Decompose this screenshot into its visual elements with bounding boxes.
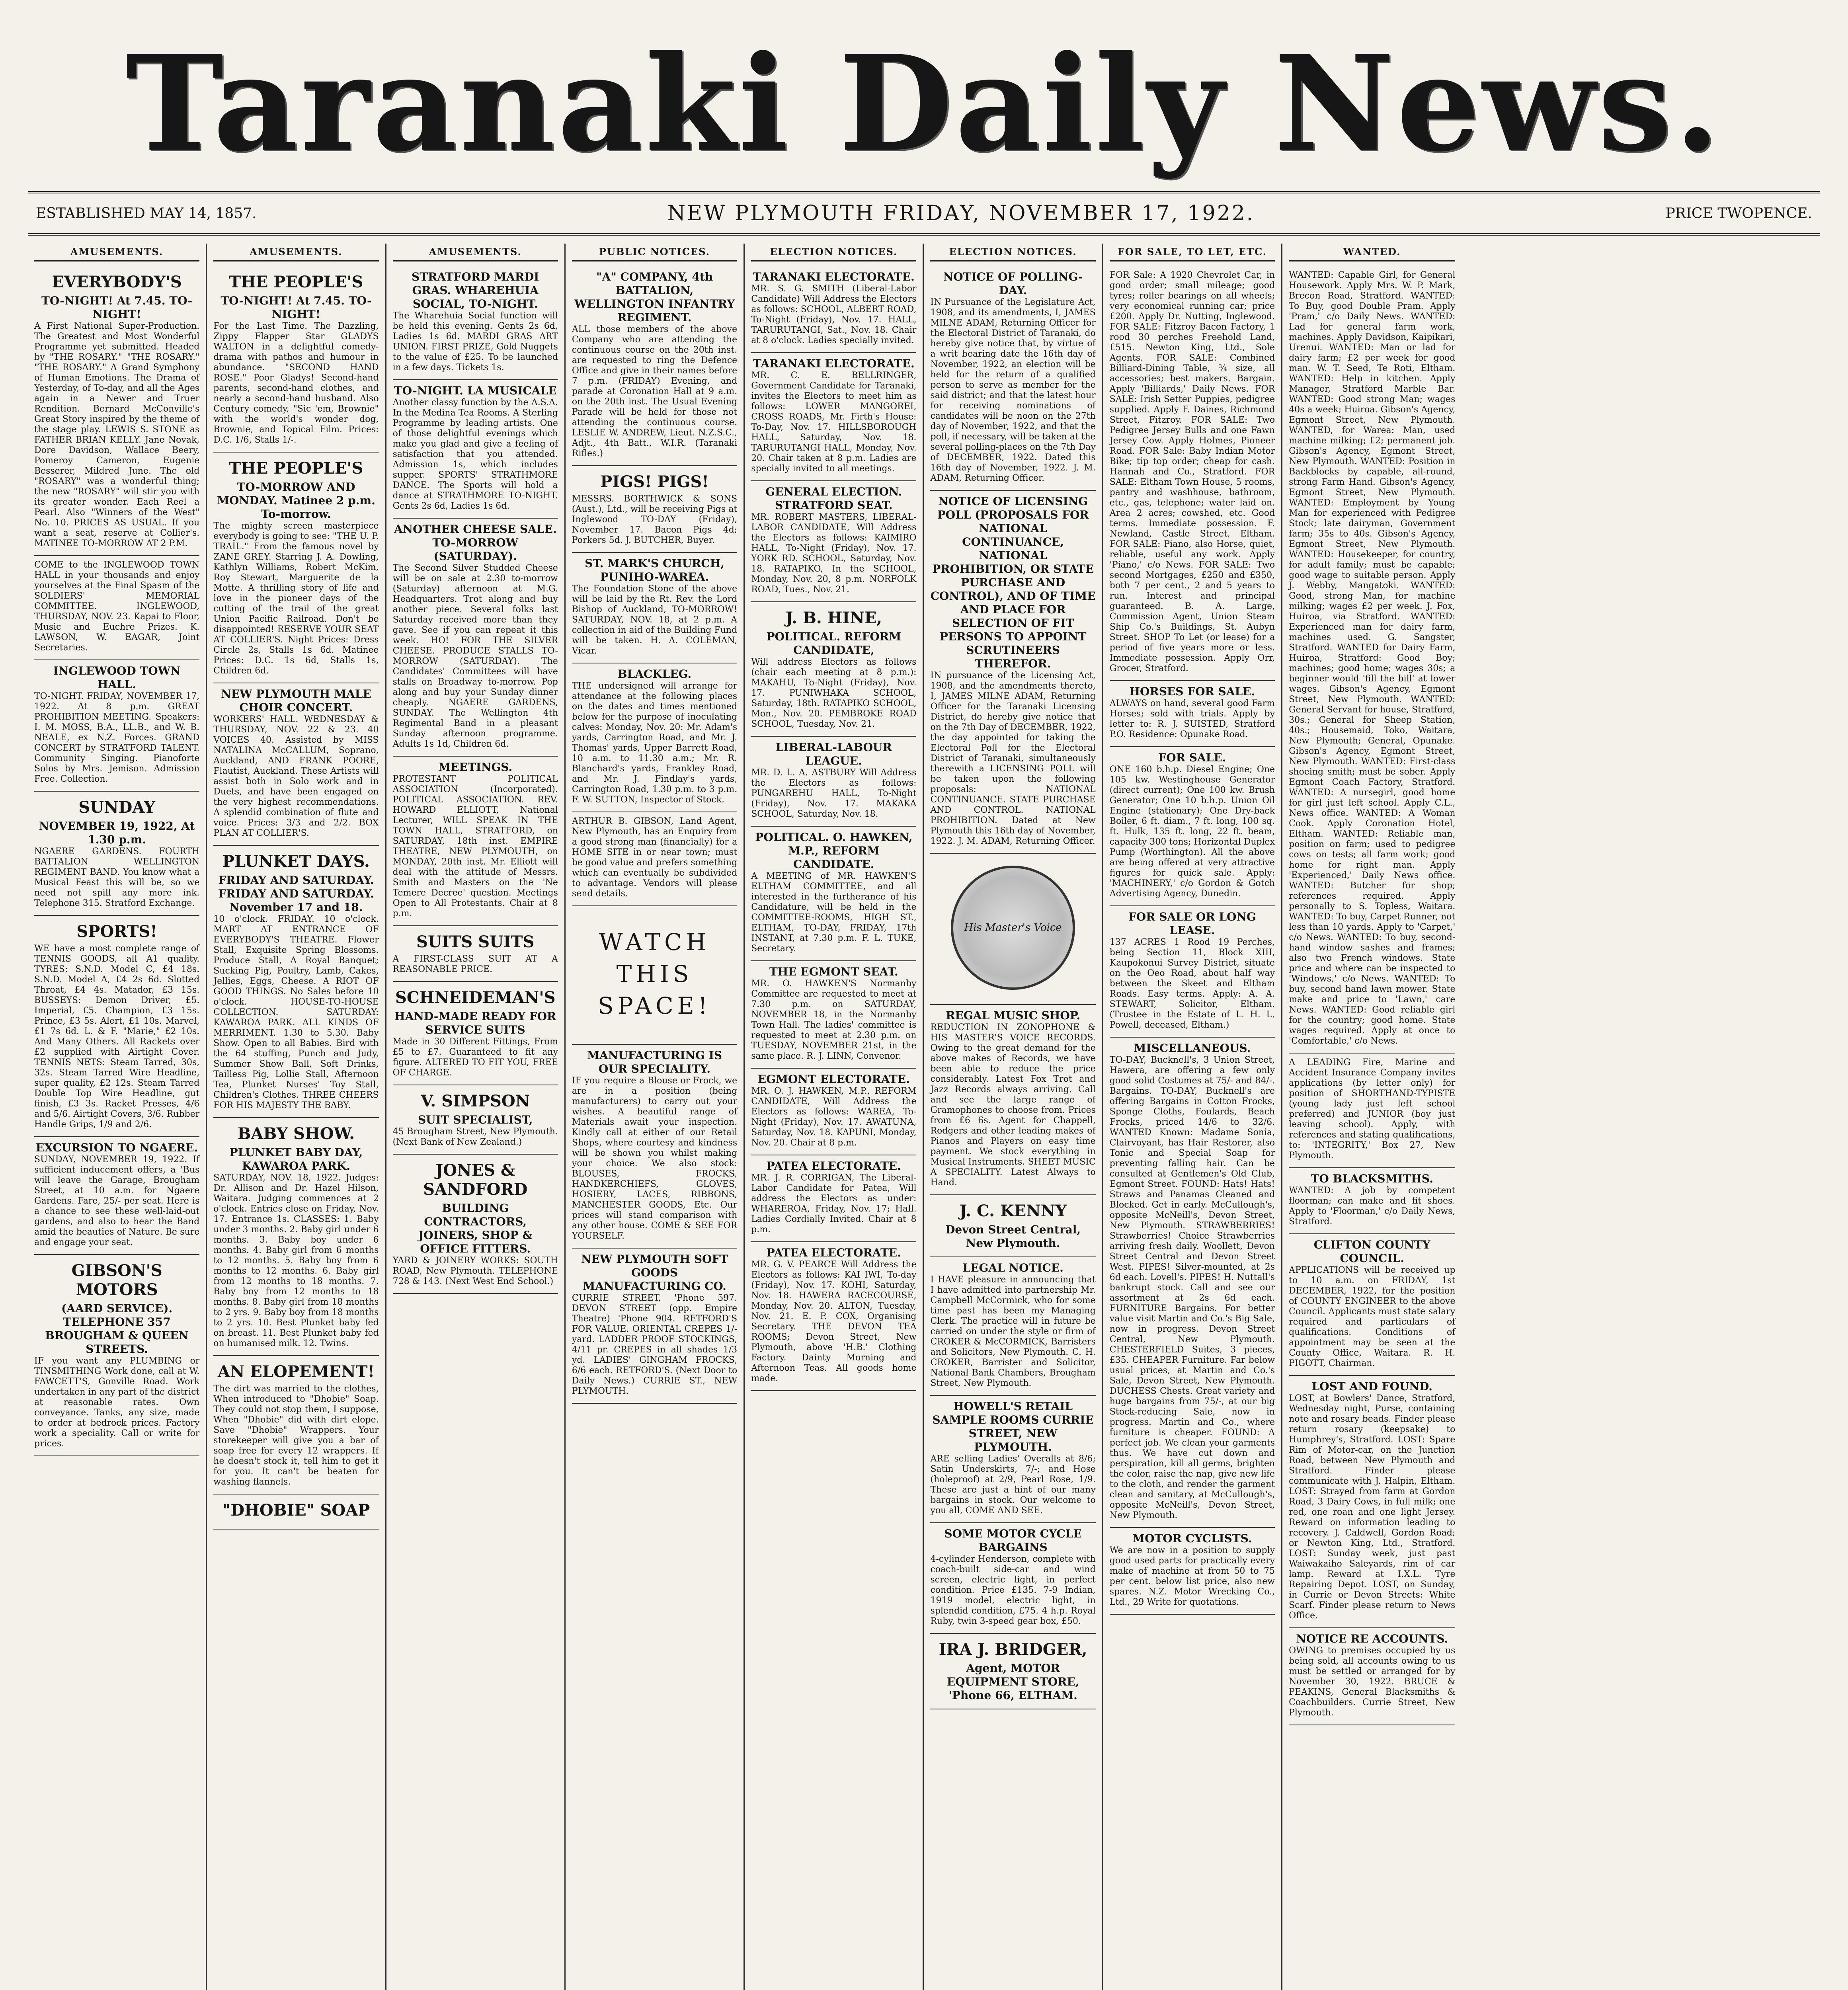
ad-body-text: A First National Super-Production. The Greatest and Most Wonderful Programme yet submitted. Headed by "THE ROSARY." "THE ROSARY." "THE ROSARY." A Grand Symphony of Human Emotions. The Drama of Yesterday, of To-day, and all the Ages again in a Newer and Truer Rendition. Bernard McConville's Great Story inspired by the theme of the stage play. LEWIS S. STONE as FATHER BRIAN KELLY. Jane Novak, Dore Davidson, Wallace Beery, Pomeroy Cameron, Eugenie Besserer, Mildred June. The old "ROSARY" was a wonderful thing; the new "ROSARY" will stir you with its greater wonder. Each Reel a Pearl. Also "Winners of the West" No. 10. PRICES AS USUAL. If you want a seat, reserve at Collier's. MATINEE TO-MORROW AT 2 P.M.: [34, 321, 200, 548]
ad-body-text: Another classy function by the A.S.A. In the Medina Tea Rooms. A Sterling Programme by leading artists. One of those delightful evenings which make you glad and give a feeling of satisfaction that you attended. Admission 1s, which includes supper. SPORTS' STRATHMORE DANCE. The Sports will hold a dance at STRATHMORE TO-NIGHT. Gents 2s 6d, Ladies 1s 6d.: [392, 398, 558, 511]
ad-body-text: IN pursuance of the Licensing Act, 1908, and the amendments thereto, I, JAMES MILNE ADAM, Returning Officer for the Taranaki Licensing District, do hereby give notice that on the 7th Day of DECEMBER, 1922, the day appointed for taking the Electoral Poll for the Electoral District of Taranaki, simultaneously therewith a LICENSING POLL will be taken upon the following proposals: NATIONAL CONTINUANCE. STATE PURCHASE AND CONTROL. NATIONAL PROHIBITION. Dated at New Plymouth this 16th day of November, 1922. J. M. ADAM, Returning Officer.: [930, 671, 1096, 846]
ad-body-text: We are now in a position to supply good used parts for practically every make of machine at from 50 to 75 per cent. below list price, also new spares. N.Z. Motor Wrecking Co., Ltd., 29 Write for quotations.: [1109, 1545, 1275, 1607]
ad-body-text: The Wharehuia Social function will be held this evening. Gents 2s 6d, Ladies 1s 6d. MARDI GRAS ART UNION. FIRST PRIZE, Gold Nuggets to the value of £25. To be launched in a few days. Tickets 1s.: [392, 311, 558, 373]
ad-subtitle: POLITICAL. O. HAWKEN, M.P., REFORM CANDIDATE.: [755, 831, 913, 871]
ad-subtitle: STRATFORD MARDI GRAS. WHAREHUIA SOCIAL, TO-NIGHT.: [412, 270, 539, 310]
advertisement: [213, 1356, 379, 1494]
ad-subtitle: NOTICE RE ACCOUNTS.: [1296, 1632, 1448, 1645]
ad-subtitle: INGLEWOOD TOWN HALL.: [53, 664, 181, 691]
ad-subtitle: GENERAL ELECTION. STRATFORD SEAT.: [765, 485, 902, 512]
ad-title: BABY SHOW.: [237, 1124, 355, 1143]
ad-subtitle: NOTICE OF POLLING-DAY.: [943, 270, 1083, 297]
ad-title: J. C. KENNY: [959, 1202, 1067, 1220]
advertisement: [34, 556, 199, 660]
advertisement: [213, 846, 379, 1118]
ad-subtitle: FOR SALE.: [1158, 751, 1226, 764]
ad-body-text: REDUCTION IN ZONOPHONE & HIS MASTER'S VOICE RECORDS. Owing to the great demand for the above makes of Records, we have been able to reduce the price considerably. Latest Fox Trot and Jazz Records always arriving. Call and see the large range of Gramophones to choose from. Prices from £6 6s. Agent for Chappell, Rodgers and other leading makes of Pianos and Players on easy time payment. We stock everything in Musical Instruments. SHEET MUSIC A SPECIALITY. Latest Always to Hand.: [930, 1022, 1096, 1188]
advertisement: [1289, 1168, 1455, 1234]
date-text: NEW PLYMOUTH FRIDAY, NOVEMBER 17, 1922.: [667, 201, 1255, 225]
ad-body-text: COME to the INGLEWOOD TOWN HALL in your thousands and enjoy yourselves at the Final Spasm of the SOLDIERS' MEMORIAL COMMITTEE. INGLEWOOD, THURSDAY, NOV. 23. Kapai to Floor, Music and Euchre Prizes. K. LAWSON, W. EAGAR, Joint Secretaries.: [34, 560, 200, 653]
ad-body-text: MR. ROBERT MASTERS, LIBERAL-LABOR CANDIDATE, Will Address the Electors as follows: KAIMIRO HALL, To-Night (Friday), Nov. 17. YORK RD. SCHOOL, Saturday, Nov. 18. RATAPIKO, In the SCHOOL, Monday, Nov. 20, 8 p.m. NORFOLK ROAD, Tues., Nov. 21.: [751, 512, 917, 595]
ad-body-text: TO-DAY, Bucknell's, 3 Union Street, Hawera, are offering a few only good solid Costumes at 75/- and 84/-. Bargains. TO-DAY, Bucknell's are offering Bargains in Cotton Frocks, Sponge Cloths, Foulards, Beach Frocks, priced 14/6 to 32/6. WANTED Known: Madame Sonia, Clairvoyant, has Hair Restorer, also Tonic and Special Soap for preventing falling hair. Can be consulted at Gentlemen's Old Club, Egmont Street. FOUND: Hats! Hats! Straws and Panamas Cleaned and Blocked. Get in early. McCullough's, opposite McNeill's, Devon Street, New Plymouth. STRAWBERRIES! Strawberries! Choice Strawberries arriving fresh daily. Woollett, Devon Street Central and Devon Street West. PIPES! Silver-mounted, at 2s 6d each. Lovell's. PIPES! H. Nuttall's bankrupt stock. Call and see our assortment at 2s 6d each. FURNITURE Bargains. For better value visit Martin and Co.'s Big Sale, now in progress. Devon Street Central, New Plymouth. CHESTERFIELD Suites, 3 pieces, £35. CHEAPER Furniture. Far below usual prices, at Martin and Co.'s Sale, Devon Street, New Plymouth. DUCHESS Chests. Great variety and huge bargains from 75/-, at our big Stock-reducing Sale, now in progress. Martin and Co., where furniture is cheaper. FOUND: A perfect job. We clean your garments thus. We have cut down and perspiration, kill all germs, brighten the color, raise the nap, give new life to the cloth, and render the garment clean and sanitary, at McCullough's, opposite McNeill's, Devon Street, New Plymouth.: [1109, 1055, 1275, 1520]
ad-subtitle: BLACKLEG.: [617, 667, 692, 681]
ad-subtitle: MOTOR CYCLISTS.: [1132, 1532, 1252, 1545]
ad-title: AN ELOPEMENT!: [217, 1362, 375, 1381]
ad-body-text: IF you require a Blouse or Frock, we are in a position (being manufacturers) to carry out your wishes. A beautiful range of Materials await your inspection. Kindly call at either of our Retail Shops, where courtesy and kindness will be shown you whilst making your choice. We also stock: BLOUSES, FROCKS, HANDKERCHIEFS, GLOVES, HOSIERY, LACES, RIBBONS, MANCHESTER GOODS, Etc. Our prices will stand comparison with any other house. COME & SEE FOR YOURSELF.: [572, 1076, 738, 1241]
ad-body-text: MR. G. V. PEARCE Will Address the Electors as follows: KAI IWI, To-day (Friday), Nov. 17. KOHI, Saturday, Nov. 18. HAWERA RACECOURSE, Monday, Nov. 20. ALTON, Tuesday, Nov. 21. E. P. COX, Organising Secretary. THE DEVON TEA ROOMS; Devon Street, New Plymouth, above 'H.B.' Clothing Factory. Dainty Morning and Afternoon Teas. All goods home made.: [751, 1260, 917, 1383]
ad-subtitle: NEW PLYMOUTH MALE CHOIR CONCERT.: [221, 687, 371, 714]
advertisement: [393, 266, 558, 380]
advertisement: [1110, 681, 1275, 747]
ad-body-text: A FIRST-CLASS SUIT AT A REASONABLE PRICE.: [392, 954, 558, 974]
ad-body-text: I HAVE pleasure in announcing that I have admitted into partnership Mr. Campbell McCormick, who for some time past has been my Managing Clerk. The practice will in future be carried on under the style or firm of CROKER & McCORMICK, Barristers and Solicitors, New Plymouth. C. H. CROKER, Barrister and Solicitor, National Bank Chambers, Brougham Street, New Plymouth.: [930, 1275, 1096, 1388]
ad-subtitle: MEETINGS.: [438, 761, 513, 774]
advertisement: [1110, 266, 1275, 681]
advertisement: [213, 266, 379, 453]
column-heading: PUBLIC NOTICES.: [572, 244, 737, 261]
ad-title: SCHNEIDEMAN'S: [395, 988, 556, 1007]
column-heading: AMUSEMENTS.: [34, 244, 199, 261]
column-7: [1103, 244, 1282, 1990]
ad-subtitle: SOME MOTOR CYCLE BARGAINS: [944, 1527, 1082, 1554]
ad-body-text: WANTED: Capable Girl, for General Housework. Apply Mrs. W. P. Mark, Brecon Road, Stratford. WANTED: To Buy, good Double Pram. Apply 'Pram,' c/o Daily News. WANTED: Lad for general farm work, machines. Apply Davidson, Kaipikari, Urenui. WANTED: Man or lad for dairy farm; £2 per week for good man. W. T. Seed, Te Roti, Eltham. WANTED: Help in kitchen. Apply Manager, Stratford Marble Bar. WANTED: Good strong Man; wages 40s a week; Huiroa. Gibson's Agency, Egmont Street, New Plymouth. WANTED, for Warea: Man, used machine milking; £2; permanent job. Gibson's Agency, Egmont Street, New Plymouth. WANTED: Position in Backblocks by capable, all-round, strong Farm Hand. Gibson's Agency, Egmont Street, New Plymouth. WANTED: Employment by Young Man for experienced with Pedigree Stock; late dairyman, Government farm; 35s to 40s. Gibson's Agency, Egmont Street, New Plymouth. WANTED: Housekeeper, for country, for adult family; must be capable; good wage to suitable person. Apply J. Webby, Mangatoki. WANTED: Good, strong Man, for machine milking; wages £2 per week. J. Fox, Huiroa, via Stratford. WANTED: Experienced man for dairy farm, machines used. G. Sangster, Stratford. WANTED for Dairy Farm, Huiroa, Stratford: Good Boy; machines; good home; wages 30s; a beginner would 'fill the bill' at lower wages. Gibson's Agency, Egmont Street, New Plymouth. WANTED: General Servant for house, Stratford, 30s.; General for Sheep Station, 40s.; Housemaid, Toko, Waitara, New Plymouth; General, Opunake. Gibson's Agency, Egmont Street, New Plymouth. WANTED: First-class shoeing smith; must be sober. Apply Egmont Coach Factory, Stratford. WANTED: A nursegirl, good home for girl just left school. Apply C.L., News office. WANTED: A Woman Cook. Apply Coronation Hotel, Eltham. WANTED: Reliable man, position on farm; used to pedigree cows on tests; all farm work; good home for right man. Apply 'Experienced,' Daily News office. WANTED: Butcher for shop; references required. Apply personally to S. Topless, Waitara. WANTED: To buy, Carpet Runner, not less than 10 yards. Apply to 'Carpet,' c/o News. WANTED: To buy, second-hand window sashes and frames; also two French windows. State price and where can be inspected to 'Windows,' c/o News. WANTED: To buy, second hand lawn mower. State make and price to 'Lawn,' care News. WANTED: Good reliable girl for the country; good home. State wages required. Apply at once to 'Comfortable,' c/o News.: [1289, 270, 1456, 1046]
advertisement: [1289, 1234, 1455, 1376]
advertisement: [572, 1045, 737, 1249]
ad-body-text: MR. O. HAWKEN'S Normanby Committee are requested to meet at 7.30 p.m. on SATURDAY, NOVEMBER 18, in the Normanby Town Hall. The ladies' committee is requested to meet at 2.30 p.m. on TUESDAY, NOVEMBER 21st, in the same place. R. J. LINN, Convenor.: [751, 979, 917, 1061]
ad-subtitle: BUILDING CONTRACTORS, JOINERS, SHOP & OFFICE FITTERS.: [418, 1202, 533, 1255]
ad-subtitle: MISCELLANEOUS.: [1134, 1042, 1251, 1055]
ad-body-text: WE have a most complete range of TENNIS GOODS, all A1 quality. TYRES: S.N.D. Model C, £4 18s. S.N.D. Model A, £4 2s 6d. Slotted Throat, £4 4s. Matador, £3 15s. BUSSEYS: Demon Driver, £5. Imperial, £5. Champion, £3 15s. Prince, £3 5s. Alert, £1 10s. Marvel, £1 7s 6d. L. & F. "Marie," £2 10s. And Many Others. All Rackets over £2 supplied with Airtight Cover. TENNIS NETS: Steam Tarred, 30s, 32s. Steam Tarred Wire Headline, super quality, £2 12s. Steam Tarred Double Top Wire Headline, gut finish, £3 3s. Racket Presses, 4/6 and 5/6. Airtight Covers, 3/6. Rubber Handle Grips, 1/9 and 2/6.: [34, 944, 200, 1130]
advertisement: [751, 266, 916, 353]
ad-subtitle: NEW PLYMOUTH SOFT GOODS MANUFACTURING CO.: [581, 1253, 728, 1293]
ad-subtitle: TARANAKI ELECTORATE.: [753, 357, 915, 370]
ad-title: JONES & SANDFORD: [423, 1161, 528, 1199]
column-heading: FOR SALE, TO LET, ETC.: [1110, 244, 1275, 261]
ad-subtitle: Agent, MOTOR EQUIPMENT STORE, 'Phone 66, ELTHAM.: [946, 1662, 1079, 1702]
advertisement: [34, 792, 199, 916]
ad-body-text: SATURDAY, NOV. 18, 1922. Judges: Dr. Allison and Dr. Hazel Hilson, Waitara. Judging commences at 2 o'clock. Entries close on Friday, Nov. 17. Entrance 1s. CLASSES: 1. Baby under 3 months. 2. Baby girl under 6 months. 3. Baby boy under 6 months. 4. Baby girl from 6 months to 12 months. 5. Baby boy from 6 months to 12 months. 6. Baby girl from 12 months to 18 months. 7. Baby boy from 12 months to 18 months. 8. Baby girl from 18 months to 2 yrs. 9. Baby boy from 18 months to 2 yrs. 10. Best Plunket baby fed on breast. 11. Best Plunket baby fed on humanised milk. 12. Twins.: [213, 1173, 379, 1348]
ad-body-text: 10 o'clock. FRIDAY. 10 o'clock. MART AT ENTRANCE OF EVERYBODY'S THEATRE. Flower Stall, Exquisite Spring Blossoms. Produce Stall, A Royal Banquet; Sucking Pig, Poultry, Lamb, Cakes, Jellies, Eggs, Cheese. A RIOT OF GOOD THINGS. No Sales before 10 o'clock. HOUSE-TO-HOUSE COLLECTION. SATURDAY: KAWAROA PARK. ALL KINDS OF MERRIMENT. 1.30 to 5.30. Baby Show. Open to all Babies. Bird with the 64 stuffing, Punch and Judy, Summer Show Ball, Soft Drinks, Tailless Pig, Lollie Stall, Afternoon Tea, Plunket Nurses' Toy Stall, Children's Clothes. THREE CHEERS FOR HIS MAJESTY THE BABY.: [213, 914, 379, 1110]
advertisement: [751, 737, 916, 827]
ad-subtitle: FRIDAY AND SATURDAY. FRIDAY AND SATURDAY. November 17 and 18.: [218, 874, 374, 914]
advertisement: [751, 353, 916, 481]
advertisement: [572, 906, 737, 1045]
ad-title: "DHOBIE" SOAP: [222, 1501, 370, 1520]
ad-body-text: SUNDAY, NOVEMBER 19, 1922. If sufficient inducement offers, a 'Bus will leave the Garage, Brougham Street, at 10 a.m. for Ngaere Gardens. Fare, 25/- per seat. Here is a chance to see these well-laid-out gardens, and also to hear the Band amid the beauties of Nature. Be sure and engage your seat.: [34, 1155, 200, 1247]
column-heading: ELECTION NOTICES.: [751, 244, 916, 261]
advertisement: [930, 491, 1095, 854]
ad-body-text: A LEADING Fire, Marine and Accident Insurance Company invites applications (by letter only) for position of SHORTHAND-TYPISTE (young lady just left school preferred) and JUNIOR (boy just leaving school). Apply, with references and stating qualifications, to: 'INTEGRITY,' Box 27, New Plymouth.: [1289, 1057, 1456, 1161]
ad-subtitle: TO-NIGHT! At 7.45. TO-NIGHT!: [41, 294, 193, 321]
ad-body-text: MESSRS. BORTHWICK & SONS (Aust.), Ltd., will be receiving Pigs at Inglewood TO-DAY (Friday), November 17. Bacon Pigs 4d; Porkers 5d. J. BUTCHER, Buyer.: [572, 494, 738, 545]
ad-body-text: The Second Silver Studded Cheese will be on sale at 2.30 to-morrow (Saturday) afternoon at M.G. Headquarters. Trot along and buy another piece. Several folks last Saturday received more than they gave. See if you can repeat it this week. HO! FOR THE SILVER CHEESE. PRODUCE STALLS TO-MORROW (SATURDAY). The Candidates' Committees will have stalls on Broadway to-morrow. Pop along and buy your Sunday dinner cheaply. NGAERE GARDENS, SUNDAY. The Wellington 4th Regimental Band in a pleasant Sunday afternoon programme. Adults 1s 1d, Children 6d.: [392, 563, 558, 749]
column-heading: AMUSEMENTS.: [393, 244, 558, 261]
advertisement: [34, 660, 199, 792]
advertisement: [393, 519, 558, 757]
ad-body-text: MR. J. R. CORRIGAN, The Liberal-Labor Candidate for Patea, Will address the Electors as under: WHAREROA, Friday, Nov. 17; Hall. Ladies Cordially Invited. Chair at 8 p.m.: [751, 1173, 917, 1235]
ad-subtitle: (AARD SERVICE). TELEPHONE 357 BROUGHAM & QUEEN STREETS.: [45, 1302, 189, 1356]
ad-body-text: ARE selling Ladies' Overalls at 8/6; Satin Underskirts, 7/-; and Hose (holeproof) at 2/9, Pearl Rose, 1/9. These are just a hint of our many bargains in stock. Our welcome to you all, COME AND SEE.: [930, 1454, 1096, 1516]
column-3: [386, 244, 566, 1990]
advertisement: [393, 757, 558, 926]
ad-body-text: A MEETING of MR. HAWKEN'S ELTHAM COMMITTEE, and all interested in the furtherance of his Candidature, will be held in the COMMITTEE-ROOMS, HIGH ST., ELTHAM, TO-DAY, FRIDAY, 17th INSTANT, at 7.30 p.m. F. L. TUKE, Secretary.: [751, 871, 917, 954]
advertisement: [1110, 1038, 1275, 1528]
ad-subtitle: EXCURSION TO NGAERE.: [35, 1141, 198, 1154]
ad-title: SPORTS!: [76, 922, 157, 941]
ad-subtitle: ST. MARK'S CHURCH, PUNIHO-WAREA.: [585, 557, 724, 583]
ad-subtitle: SUIT SPECIALIST,: [418, 1113, 533, 1126]
column-6: [924, 244, 1103, 1990]
ad-title: GIBSON'S MOTORS: [71, 1261, 162, 1299]
advertisement: [930, 1195, 1095, 1257]
ad-body-text: LOST, at Bowlers' Dance, Stratford, Wednesday night, Purse, containing note and rosary beads. Finder please return rosary (keepsake) to Humphrey's, Stratford. LOST: Spare Rim of Motor-car, on the Junction Road, between New Plymouth and Stratford. Finder please communicate with J. Halpin, Eltham. LOST: Strayed from farm at Gordon Road, 3 Dairy Cows, in full milk; one red, one roan and one light Jersey. Reward on information leading to recovery. J. Caldwell, Gordon Road; or Newton King, Ltd., Stratford. LOST: Sunday week, just past Waiwakaiho Saleyards, rim of car lamp. Reward at I.X.L. Tyre Repairing Depot. LOST, on Sunday, in Currie or Devon Streets: White Scarf. Finder please return to News Office.: [1289, 1393, 1456, 1621]
columns-container: [28, 244, 1820, 1990]
ad-body-text: For the Last Time. The Dazzling, Zippy Flapper Star GLADYS WALTON in a delightful comedy-drama with pathos and humour in abundance. "SECOND HAND ROSE." Poor Gladys! Second-hand parents, second-hand clothes, and nearly a second-hand husband. Also Century comedy, "Sic 'em, Brownie" with the world's wonder dog, Brownie, and Topical Film. Prices: D.C. 1/6, Stalls 1/-.: [213, 321, 379, 445]
column-5: [745, 244, 924, 1990]
ad-body-text: Made in 30 Different Fittings, From £5 to £7. Guaranteed to fit any figure. ALTERED TO FIT YOU, FREE OF CHARGE.: [392, 1037, 558, 1078]
advertisement: [572, 812, 737, 906]
column-heading: AMUSEMENTS.: [213, 244, 379, 261]
ad-subtitle: TO-MORROW AND MONDAY. Matinee 2 p.m. To-morrow.: [217, 480, 375, 521]
ad-title: SUNDAY: [78, 798, 155, 817]
ad-body-text: MR. O. J. HAWKEN, M.P., REFORM CANDIDATE, Will Address the Electors as follows: WAREA, To-Night (Friday), Nov. 17. AWATUNA, Saturday, Nov. 18. KAPUNI, Monday, Nov. 20. Chair at 8 p.m.: [751, 1086, 917, 1148]
ad-body-text: The Foundation Stone of the above will be laid by the Rt. Rev. the Lord Bishop of Auckland, TO-MORROW! SATURDAY, NOV. 18, at 2 p.m. A collection in aid of the Building Fund will be taken. H. A. COLEMAN, Vicar.: [572, 584, 738, 656]
ad-title: SUITS SUITS: [416, 933, 535, 951]
ad-subtitle: EGMONT ELECTORATE.: [757, 1073, 910, 1086]
ad-title: PIGS! PIGS!: [600, 472, 709, 491]
column-1: [28, 244, 207, 1990]
ad-subtitle: HOWELL'S RETAIL SAMPLE ROOMS CURRIE STREET, NEW PLYMOUTH.: [932, 1400, 1094, 1453]
ad-subtitle: TARANAKI ELECTORATE.: [753, 270, 915, 283]
ad-body-text: MR. C. E. BELLRINGER, Government Candidate for Taranaki, invites the Electors to meet him as follows: LOWER MANGOREI, CROSS ROADS, Mr. Firth's House: To-Day, Nov. 17. HILLSBOROUGH HALL, Saturday, Nov. 18. TARURUTANGI HALL, Monday, Nov. 20. Chair taken at 8 p.m. Ladies are specially invited to all meetings.: [751, 371, 917, 474]
advertisement: [34, 1255, 199, 1456]
advertisement: [393, 1085, 558, 1155]
advertisement: [751, 481, 916, 602]
advertisement: [930, 1005, 1095, 1195]
ad-body-text: OWING to premises occupied by us being sold, all accounts owing to us must be settled or arranged for by November 30, 1922. BRUCE & PEAKINS, General Blacksmiths & Coachbuilders. Currie Street, New Plymouth.: [1289, 1646, 1456, 1718]
advertisement: [930, 266, 1095, 491]
advertisement: [393, 1155, 558, 1294]
advertisement: [572, 266, 737, 466]
column-8: [1282, 244, 1462, 1990]
advertisement: [34, 1137, 199, 1255]
ad-body-text: ALL those members of the above Company who are attending the continuous course on the 20th inst. are requested to ring the Defence Office and give in their names before 7 p.m. (FRIDAY) Evening, and parade at Coronation Hall at 9 a.m. on the 20th inst. The Usual Evening Parade will be held for those not attending the continuous course. LESLIE W. ANDREW, Lieut. N.Z.S.C., Adjt., 4th Batt., W.I.R. (Taranaki Rifles.): [572, 324, 738, 458]
ad-subtitle: TO-NIGHT! At 7.45. TO-NIGHT!: [221, 294, 372, 321]
ad-title: EVERYBODY'S: [52, 273, 182, 291]
ad-subtitle: Devon Street Central, New Plymouth.: [945, 1223, 1081, 1250]
ad-subtitle: NOTICE OF LICENSING POLL (PROPOSALS FOR NATIONAL CONTINUANCE, NATIONAL PROHIBITION, OR STATE PURCHASE AND CONTROL), AND OF TIME AND PLACE FOR SELECTION OF FIT PERSONS TO APPOINT SCRUTINEERS THEREFOR.: [930, 495, 1096, 670]
advertisement: [213, 683, 379, 846]
ad-title: THE PEOPLE'S: [229, 459, 363, 478]
ad-title: V. SIMPSON: [421, 1092, 530, 1110]
ad-body-text: FOR Sale: A 1920 Chevrolet Car, in good order; small mileage; good tyres; roller bearings on all wheels; very economical running car; price £200. Apply Dr. Nutting, Inglewood. FOR SALE: Fitzroy Bacon Factory, 1 rood 30 perches Freehold Land, £515. Newton King, Ltd., Sole Agents. FOR SALE: Combined Billiard-Dining Table, ¾ size, all accessories; best makers. Bargain. Apply 'Billiards,' Daily News. FOR SALE: Irish Setter Puppies, pedigree supplied. Apply F. Daines, Richmond Street, Fitzroy. FOR SALE: Two Pedigree Jersey Bulls and one Fawn Jersey Cow. Apply Holmes, Pioneer Road. FOR Sale: Baby Indian Motor Bike; tip top order; cheap for cash. Hannah and Co., Stratford. FOR SALE: Eltham Town House, 5 rooms, pantry and washhouse, bathroom, etc., gas, telephone; water laid on. Area 2 acres; cowshed, etc. Good terms. Immediate possession. F. Newland, Castle Street, Eltham. FOR SALE: Piano, also Horse, quiet, reliable, useful any work. Apply 'Piano,' c/o News. FOR SALE: Two second Mortgages, £250 and £350, both 7 per cent., 2 and 5 years to run. Interest and principal guaranteed. B. A. Large, Commission Agent, Union Steam Ship Co.'s Buildings, St. Aubyn Street. SHOP To Let (or lease) for a period of five years more or less. Immediate possession. Apply Orr, Grocer, Stratford.: [1109, 270, 1275, 673]
advertisement: [930, 1523, 1095, 1634]
ad-subtitle: TO BLACKSMITHS.: [1311, 1172, 1433, 1185]
ad-title: THE PEOPLE'S: [229, 273, 363, 291]
column-heading: WANTED.: [1289, 244, 1455, 261]
ad-subtitle: LOST AND FOUND.: [1311, 1380, 1432, 1393]
advertisement: [572, 663, 737, 812]
ad-subtitle: "A" COMPANY, 4th BATTALION, WELLINGTON INFANTRY REGIMENT.: [574, 270, 735, 324]
ad-body-text: ONE 160 b.h.p. Diesel Engine; One 105 kw. Westinghouse Generator (direct current); One 100 kw. Brush Generator; One 10 b.h.p. Union Oil Engine (stationary); One Dry-back Boiler, 6 ft. diam., 7 ft. long, 100 sq. ft. Hulk, 135 ft. long, 22 ft. beam, capacity 300 tons; Horizontal Duplex Pump (Worthington). All the above are being offered at very attractive figures for quick sale. Apply: 'MACHINERY,' c/o Gordon & Gotch Advertising Agency, Dunedin.: [1109, 765, 1275, 899]
masthead-title: Taranaki Daily News.: [125, 26, 1723, 181]
ad-subtitle: ANOTHER CHEESE SALE. TO-MORROW (SATURDAY).: [394, 523, 557, 563]
advertisement: [1110, 747, 1275, 906]
ad-title: IRA J. BRIDGER,: [939, 1640, 1087, 1659]
advertisement: [751, 602, 916, 737]
ad-subtitle: TO-NIGHT. LA MUSICALE: [394, 384, 557, 397]
advertisement: [572, 553, 737, 663]
advertisement: [213, 453, 379, 683]
ad-body-text: WORKERS' HALL. WEDNESDAY & THURSDAY, NOV. 22 & 23. 40 VOICES 40. Assisted by MISS NATALINA McCALLUM, Soprano, Auckland, AND FRANK POORE, Flautist, Auckland. These Artists will assist both in Solo work and in Duets, and have been engaged on the very highest recommendations. A splendid combination of flute and voice. Prices: 3/3 and 2/2. BOX PLAN AT COLLIER'S.: [213, 714, 379, 838]
advertisement: [1289, 1628, 1455, 1725]
ad-body-text: APPLICATIONS will be received up to 10 a.m. on FRIDAY, 1st DECEMBER, 1922, for the position of COUNTY ENGINEER to the above Council. Applicants must state salary required and particulars of qualifications. Conditions of appointment may be seen at the County Office, Waitara. R. H. PIGOTT, Chairman.: [1289, 1265, 1456, 1368]
advertisement: [751, 1242, 916, 1391]
column-heading: ELECTION NOTICES.: [930, 244, 1095, 261]
ad-subtitle: MANUFACTURING IS OUR SPECIALITY.: [587, 1049, 722, 1075]
advertisement: [930, 1634, 1095, 1709]
ad-subtitle: PATEA ELECTORATE.: [766, 1246, 901, 1259]
ad-body-text: IN Pursuance of the Legislature Act, 1908, and its amendments, I, JAMES MILNE ADAM, Returning Officer for the Electoral District of Taranaki, do hereby give notice that, by virtue of a writ bearing date the 16th day of November, 1922, an election will be held for the return of a qualified person to serve as member for the said district; and that the latest hour for receiving nominations of candidates will be noon on the 27th day of November, 1922, and that the poll, if necessary, will be taken at the several polling-places on the 7th Day of DECEMBER, 1922. Dated this 16th day of November, 1922. J. M. ADAM, Returning Officer.: [930, 297, 1096, 483]
advertisement: [393, 380, 558, 519]
ad-body-text: YARD & JOINERY WORKS: SOUTH ROAD, New Plymouth. TELEPHONE 728 & 143. (Next West End School.): [392, 1256, 558, 1286]
advertisement: [213, 1118, 379, 1356]
ad-title: WATCH THIS SPACE!: [597, 929, 712, 1019]
advertisement: [751, 1155, 916, 1242]
advertisement: [572, 466, 737, 553]
advertisement: [751, 1069, 916, 1155]
advertisement: [393, 926, 558, 982]
ad-body-text: The dirt was married to the clothes, When introduced to "Dhobie" Soap. They could not stop them, I suppose, When "Dhobie" did with dirt elope. Save "Dhobie" Wrappers. Your storekeeper will give you a bar of soap free for every 12 wrappers. If he doesn't stock it, tell him to get it for you. It can't be beaten for washing flannels.: [213, 1384, 379, 1487]
ad-subtitle: FOR SALE OR LONG LEASE.: [1128, 910, 1256, 937]
ad-body-text: 4-cylinder Henderson, complete with coach-built side-car and wind screen, electric light, in perfect condition. Price £135. 7-9 Indian, 1919 model, electric light, in splendid condition, £75. 4 h.p. Royal Ruby, twin 3-speed gear box, £50.: [930, 1554, 1096, 1626]
advertisement: [930, 1396, 1095, 1523]
ad-body-text: WANTED: A job by competent floorman; can make and fit shoes. Apply to 'Floorman,' c/o Daily News, Stratford.: [1289, 1186, 1456, 1227]
ad-body-text: TO-NIGHT. FRIDAY, NOVEMBER 17, 1922. At 8 p.m. GREAT PROHIBITION MEETING. Speakers: I. M. MOSS, B.A., LL.B., and W. B. NEALE, ex N.Z. Forces. GRAND CONCERT by STRATFORD TALENT. Community Singing. Pianoforte Solos by Mrs. Jemison. Admission Free. Collection.: [34, 691, 200, 784]
dateline-bar: [28, 191, 1820, 236]
established-text: ESTABLISHED MAY 14, 1857.: [36, 205, 257, 222]
ad-body-text: NGAERE GARDENS. FOURTH BATTALION WELLINGTON REGIMENT BAND. You know what a Musical Feast this will be, so we need not spill any more ink. Telephone 315. Stratford Exchange.: [34, 847, 200, 908]
ad-body-text: ALWAYS on hand, several good Farm Horses; sold with trials. Apply by letter to: R. J. SUISTED, Stratford P.O. Residence: Opunake Road.: [1109, 698, 1275, 739]
advertisement: [34, 916, 199, 1137]
ad-body-text: 45 Brougham Street, New Plymouth. (Next Bank of New Zealand.): [392, 1127, 558, 1147]
ad-subtitle: CLIFTON COUNTY COUNCIL.: [1313, 1238, 1430, 1265]
advertisement: [1110, 1528, 1275, 1615]
ad-body-text: MR. D. L. A. ASTBURY Will Address the Electors as follows: PUNGAREHU HALL, To-Night (Friday), Nov. 17. MAKAKA SCHOOL, Saturday, Nov. 18.: [751, 768, 917, 819]
ad-subtitle: HAND-MADE READY FOR SERVICE SUITS: [394, 1010, 556, 1036]
ad-subtitle: LEGAL NOTICE.: [962, 1261, 1064, 1274]
advertisement: [930, 1257, 1095, 1396]
ad-body-text: IF you want any PLUMBING or TINSMITHING Work done, call at W. FAWCETT'S, Gonville Road. Work undertaken in any part of the district at reasonable rates. Own conveyance. Tanks, any size, made to order at bedrock prices. Factory work a speciality. Call or write for prices.: [34, 1356, 200, 1449]
ad-subtitle: PATEA ELECTORATE.: [766, 1159, 901, 1173]
ad-subtitle: LIBERAL-LABOUR LEAGUE.: [775, 741, 892, 767]
ad-subtitle: NOVEMBER 19, 1922, At 1.30 p.m.: [39, 819, 195, 846]
ad-title: PLUNKET DAYS.: [222, 852, 370, 871]
advertisement: [393, 982, 558, 1085]
ad-subtitle: POLITICAL. REFORM CANDIDATE,: [766, 630, 902, 657]
advertisement: [1110, 906, 1275, 1038]
ad-body-text: Will address Electors as follows (chair each meeting at 8 p.m.): MAKAHU, To-Night (Friday), Nov. 17. PUNIWHAKA SCHOOL, Saturday, 18th. RATAPIKO SCHOOL, Mon., Nov. 20. PEMBROKE ROAD SCHOOL, Tuesday, Nov. 21.: [751, 657, 917, 729]
advertisement: [930, 854, 1095, 1005]
advertisement: [751, 961, 916, 1069]
ad-body-text: ARTHUR B. GIBSON, Land Agent, New Plymouth, has an Enquiry from a good strong man (financially) for a HOME SITE in or near town; must be good value and prefers something which can eventually be subdivided to advantage. Vendors will please send details.: [572, 816, 738, 899]
ad-subtitle: PLUNKET BABY DAY, KAWAROA PARK.: [229, 1146, 363, 1173]
ad-body-text: CURRIE STREET, 'Phone 597. DEVON STREET (opp. Empire Theatre) 'Phone 904. RETFORD'S FOR VALUE. ORIENTAL CREPES 1/- yard. LADDER PROOF STOCKINGS, 4/11 pr. CREPES in all shades 1/3 yd. LADIES' GINGHAM FROCKS, 6/6 each. RETFORD'S. (Next Door to Daily News.) CURRIE ST., NEW PLYMOUTH.: [572, 1293, 738, 1396]
column-2: [207, 244, 386, 1990]
price-text: PRICE TWOPENCE.: [1665, 205, 1812, 222]
advertisement: [34, 266, 199, 556]
his-masters-voice-logo: His Master's Voice: [951, 866, 1075, 990]
ad-body-text: PROTESTANT POLITICAL ASSOCIATION (Incorporated). POLITICAL ASSOCIATION. REV. HOWARD ELLIOTT, National Lecturer, WILL SPEAK IN THE TOWN HALL, STRATFORD, on SATURDAY, 18th inst. EMPIRE THEATRE, NEW PLYMOUTH, on MONDAY, 20th inst. Mr. Elliott will deal with the attitude of Messrs. Smith and Masters on the 'Ne Temere Decree' question. Meetings Open to All Protestants. Chair at 8 p.m.: [392, 774, 558, 919]
advertisement: [1289, 1054, 1455, 1168]
ad-subtitle: REGAL MUSIC SHOP.: [946, 1009, 1080, 1022]
advertisement: [572, 1249, 737, 1404]
ad-body-text: The mighty screen masterpiece everybody is going to see: "THE U. P. TRAIL." From the famous novel by ZANE GREY. Starring J. A. Dowling, Kathlyn Williams, Robert McKim, Roy Stewart, Marguerite de la Motte. A thrilling story of life and love in the pioneer days of the cutting of the trail of the great Union Pacific Railroad. Don't be disappointed! RESERVE YOUR SEAT AT COLLIER'S. Night Prices: Dress Circle 2s, Stalls 1s 6d. Matinee Prices: D.C. 1s 6d, Stalls 1s, Children 6d.: [213, 521, 379, 676]
ad-body-text: 137 ACRES 1 Rood 19 Perches, being Section 11, Block XIII, Kaupokonui Survey District, situate on the Oeo Road, about half way between the Skeet and Eltham Roads. Easy terms. Apply: A. A. STEWART, Solicitor, Eltham. (Trustee in the Estate of L. H. L. Powell, deceased, Eltham.): [1109, 937, 1275, 1030]
ad-body-text: THE undersigned will arrange for attendance at the following places on the dates and times mentioned below for the purpose of inoculating calves: Monday, Nov. 20: Mr. Adam's yards, Carrington Road, and Mr. J. Thomas' yards, Upper Barrett Road, 10 a.m. to 11.30 a.m.; Mr. R. Blanchard's yards, Frankley Road, and Mr. J. Findlay's yards, Carrington Road, 1.30 p.m. to 3 p.m. F. W. SUTTON, Inspector of Stock.: [572, 681, 738, 805]
advertisement: [751, 827, 916, 961]
ad-subtitle: THE EGMONT SEAT.: [769, 965, 898, 978]
advertisement: [1289, 266, 1455, 1054]
ad-body-text: MR. S. G. SMITH (Liberal-Labor Candidate) Will Address the Electors as follows: SCHOOL, ALBERT ROAD, To-Night (Friday), Nov. 17. HALL, TARURUTANGI, Sat., Nov. 18. Chair at 8 o'clock. Ladies specially invited.: [751, 284, 917, 345]
advertisement: [1289, 1376, 1455, 1628]
ad-title: J. B. HINE,: [785, 609, 882, 627]
advertisement: [213, 1494, 379, 1530]
ad-subtitle: HORSES FOR SALE.: [1129, 685, 1255, 698]
column-4: [566, 244, 745, 1990]
